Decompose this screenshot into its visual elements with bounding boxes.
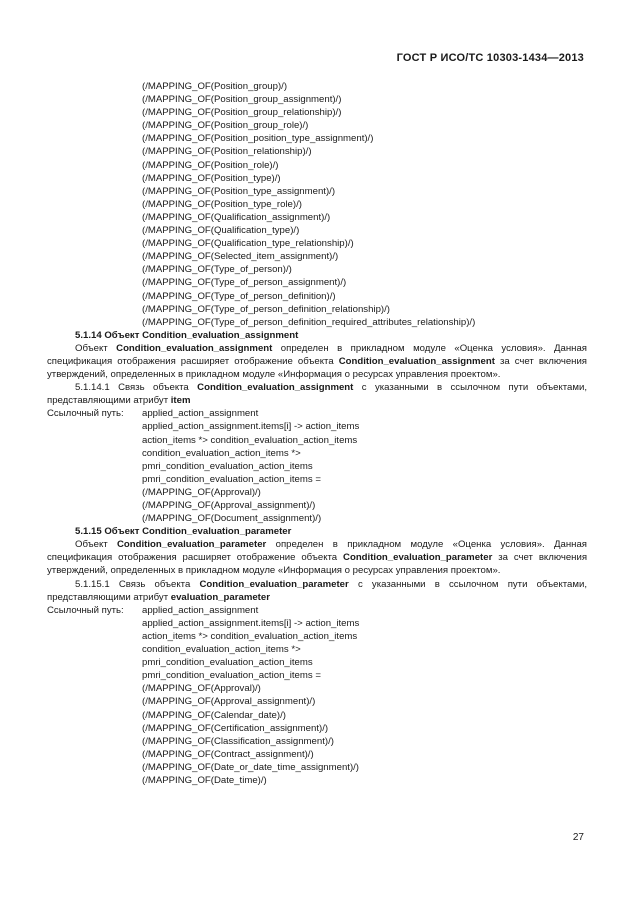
attribute-name: item xyxy=(170,395,191,407)
mapping-line: (/MAPPING_OF(Type_of_person)/) xyxy=(142,264,292,276)
mapping-line: (/MAPPING_OF(Position_relationship)/) xyxy=(142,146,312,158)
mapping-line: (/MAPPING_OF(Position_group)/) xyxy=(142,81,288,92)
subsection-paragraph xyxy=(47,381,587,407)
subsection-paragraph xyxy=(47,578,587,604)
reference-path-lines xyxy=(142,604,359,787)
mapping-line: (/MAPPING_OF(Position_position_type_assignment)/) xyxy=(142,133,374,145)
mapping-line: pmri_condition_evaluation_action_items xyxy=(142,460,313,472)
mapping-line: (/MAPPING_OF(Approval_assignment)/) xyxy=(142,696,316,708)
mapping-line: action_items *> condition_evaluation_action_items xyxy=(142,630,358,642)
mapping-line: applied_action_assignment xyxy=(142,408,259,420)
mapping-line: condition_evaluation_action_items *> xyxy=(142,644,301,656)
reference-path-label: Ссылочный путь: xyxy=(47,604,124,616)
text-run: определен в прикладном модуле «Оценка условия». Данная спецификация отображения расширяет отображение объекта xyxy=(47,539,587,564)
mapping-list xyxy=(47,80,587,329)
section-heading: 5.1.15 Объект Condition_evaluation_parameter xyxy=(75,526,292,538)
mapping-line: (/MAPPING_OF(Qualification_assignment)/) xyxy=(142,211,331,223)
document-header: ГОСТ Р ИСО/ТС 10303-1434—2013 xyxy=(396,52,584,64)
entity-name: Condition_evaluation_parameter xyxy=(199,578,349,590)
mapping-line: applied_action_assignment.items[i] -> action_items xyxy=(142,421,360,433)
text-run: 5.1.15.1 Связь объекта xyxy=(75,578,200,590)
mapping-line: (/MAPPING_OF(Type_of_person_assignment)/) xyxy=(142,277,347,289)
mapping-line: pmri_condition_evaluation_action_items = xyxy=(142,670,321,682)
mapping-line: (/MAPPING_OF(Selected_item_assignment)/) xyxy=(142,251,339,263)
text-run: с указанными в ссылочном пути объектами, представляющими атрибут xyxy=(47,578,588,603)
mapping-line: (/MAPPING_OF(Position_type_role)/) xyxy=(142,198,302,210)
text-run: 5.1.14.1 Связь объекта xyxy=(75,382,198,394)
text-run: Объект xyxy=(75,342,117,354)
mapping-line: (/MAPPING_OF(Calendar_date)/) xyxy=(142,709,286,721)
mapping-line: (/MAPPING_OF(Position_group_role)/) xyxy=(142,120,309,132)
mapping-line: (/MAPPING_OF(Type_of_person_definition)/) xyxy=(142,290,336,302)
text-run: за счет включения утверждений, определенных в прикладном модуле «Информация о ресурсах управления проектом». xyxy=(47,355,588,381)
mapping-line: applied_action_assignment.items[i] -> action_items xyxy=(142,617,360,629)
entity-name: Condition_evaluation_assignment xyxy=(197,382,354,394)
mapping-line: (/MAPPING_OF(Date_time)/) xyxy=(142,774,267,786)
entity-name: Condition_evaluation_assignment xyxy=(338,355,495,367)
mapping-line: (/MAPPING_OF(Position_role)/) xyxy=(142,159,279,171)
attribute-name: evaluation_parameter xyxy=(170,591,270,603)
mapping-line: pmri_condition_evaluation_action_items xyxy=(142,657,313,669)
mapping-line: (/MAPPING_OF(Position_type)/) xyxy=(142,172,281,184)
mapping-line: pmri_condition_evaluation_action_items = xyxy=(142,473,321,485)
mapping-line: (/MAPPING_OF(Approval_assignment)/) xyxy=(142,500,316,511)
page-number: 27 xyxy=(572,832,584,843)
mapping-line: (/MAPPING_OF(Document_assignment)/) xyxy=(142,513,322,525)
mapping-line: (/MAPPING_OF(Qualification_type_relationship)/) xyxy=(142,238,354,250)
paragraph xyxy=(47,342,587,381)
entity-name: Condition_evaluation_assignment xyxy=(116,342,273,354)
text-run: определен в прикладном модуле «Оценка условия». Данная спецификация отображения расширяет отображение объекта xyxy=(47,342,587,367)
text-run: за счет включения утверждений, определенных в прикладном модуле «Информация о ресурсах управления проектом». xyxy=(47,552,588,577)
text-run: с указанными в ссылочном пути объектами, представляющими атрибут xyxy=(47,382,587,407)
reference-path-lines xyxy=(142,407,359,525)
mapping-line: condition_evaluation_action_items *> xyxy=(142,447,301,459)
mapping-line: (/MAPPING_OF(Type_of_person_definition_required_attributes_relationship)/) xyxy=(142,316,476,328)
reference-path xyxy=(47,604,587,787)
mapping-line: (/MAPPING_OF(Position_group_assignment)/) xyxy=(142,94,342,106)
mapping-line: (/MAPPING_OF(Certification_assignment)/) xyxy=(142,722,329,734)
mapping-line: (/MAPPING_OF(Date_or_date_time_assignment)/) xyxy=(142,761,360,773)
mapping-line: applied_action_assignment xyxy=(142,604,259,616)
mapping-line: (/MAPPING_OF(Classification_assignment)/) xyxy=(142,735,334,747)
mapping-line: (/MAPPING_OF(Approval)/) xyxy=(142,486,261,498)
paragraph xyxy=(47,538,587,577)
page-content xyxy=(47,80,587,787)
mapping-line: (/MAPPING_OF(Qualification_type)/) xyxy=(142,225,300,237)
reference-path xyxy=(47,407,587,525)
section-heading: 5.1.14 Объект Condition_evaluation_assignment xyxy=(75,329,299,341)
entity-name: Condition_evaluation_parameter xyxy=(343,552,493,564)
mapping-line: (/MAPPING_OF(Approval)/) xyxy=(142,683,261,695)
mapping-line: (/MAPPING_OF(Type_of_person_definition_relationship)/) xyxy=(142,303,390,315)
entity-name: Condition_evaluation_parameter xyxy=(117,539,267,551)
reference-path-label: Ссылочный путь: xyxy=(47,408,124,420)
text-run: Объект xyxy=(75,539,117,551)
mapping-line: action_items *> condition_evaluation_action_items xyxy=(142,434,358,446)
mapping-line: (/MAPPING_OF(Contract_assignment)/) xyxy=(142,748,314,760)
mapping-line: (/MAPPING_OF(Position_group_relationship)/) xyxy=(142,107,342,119)
mapping-line: (/MAPPING_OF(Position_type_assignment)/) xyxy=(142,185,336,197)
